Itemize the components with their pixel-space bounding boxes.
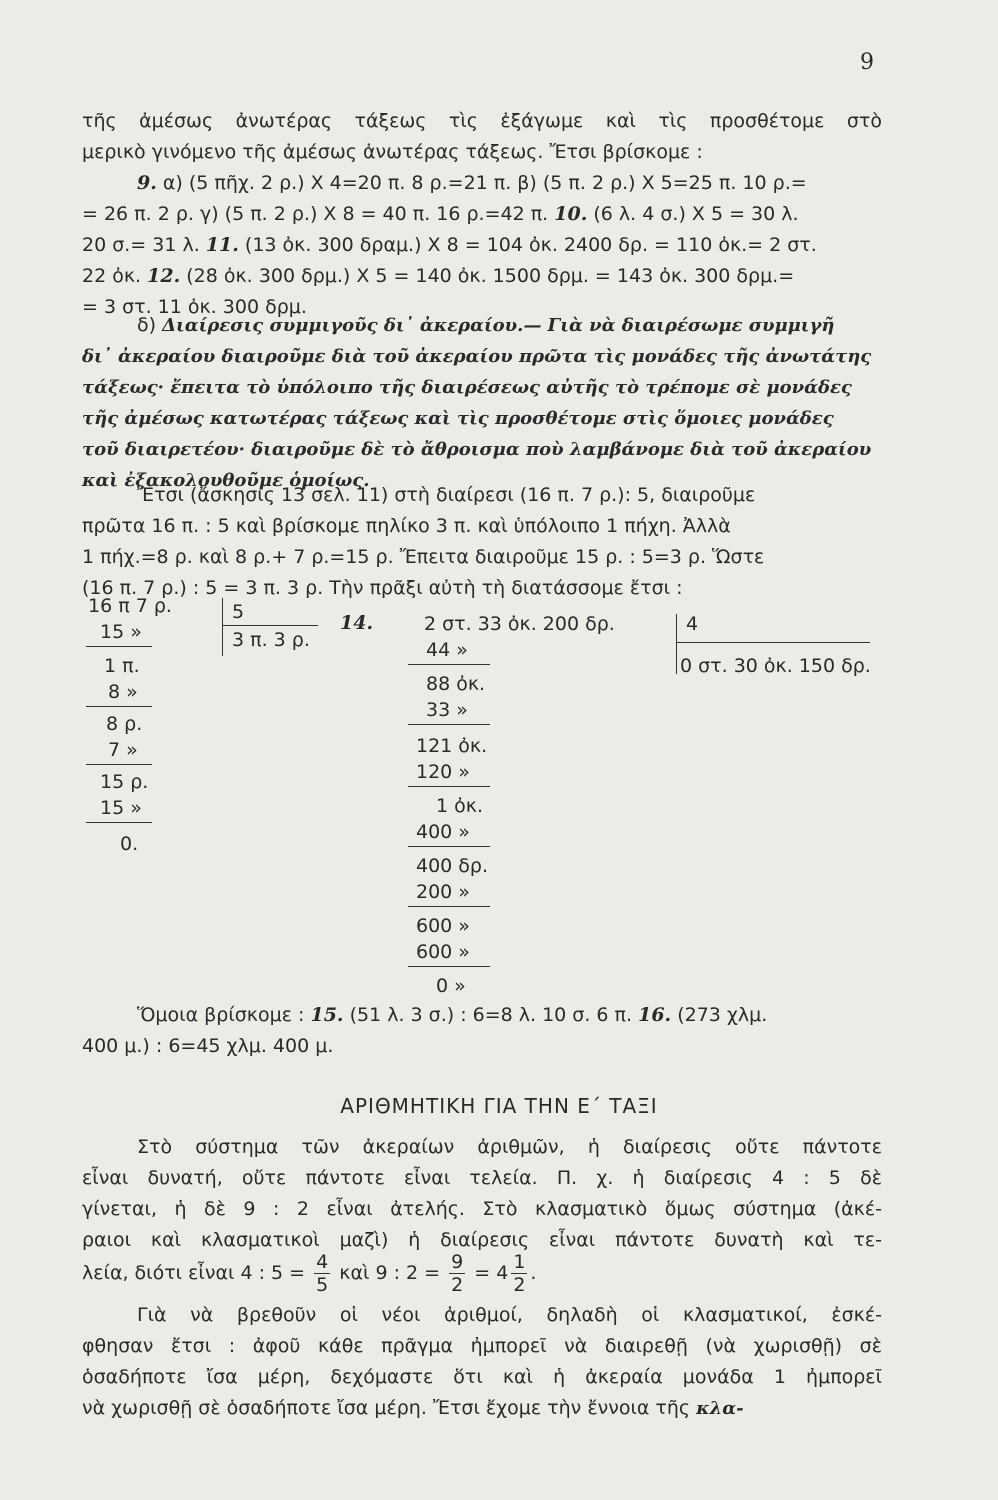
- examples-block: [82, 168, 882, 323]
- division-row: 400 δρ.: [416, 855, 489, 877]
- division-row: 15 ρ.: [100, 771, 149, 793]
- equation-line: [82, 1250, 882, 1296]
- denominator: 5: [316, 1274, 329, 1296]
- example-text: = 26 π. 2 ρ. γ) (5 π. 2 ρ.) X 8 = 40 π. 16 ρ.=42 π.: [82, 203, 549, 225]
- quotient: 3 π. 3 ρ.: [232, 629, 310, 651]
- division-row: 44 »: [426, 639, 468, 661]
- text-line: ὁσαδήποτε ἴσα μέρη, δεχόμαστε ὅτι καὶ ἡ ἀκεραία μονάδα 1 ἠμπορεῖ: [82, 1366, 882, 1388]
- paragraph-fractions: [82, 1132, 882, 1256]
- division-row: 1 ὀκ.: [436, 795, 483, 817]
- rule-label: δ): [137, 314, 157, 336]
- example-line: [82, 168, 882, 199]
- text-line: [82, 1393, 882, 1424]
- text-line: (16 π. 7 ρ.) : 5 = 3 π. 3 ρ. Τὴν πρᾶξι αὐτὴ τὴ διατάσσομε ἔτσι :: [82, 577, 683, 599]
- division-row: 600 »: [416, 941, 470, 963]
- divisor: 4: [686, 613, 699, 635]
- numerator: 4: [316, 1251, 329, 1273]
- fraction-4-5: [314, 1251, 330, 1296]
- text-line: Στὸ σύστημα τῶν ἀκεραίων ἀριθμῶν, ἡ διαίρεσις οὔτε πάντοτε: [137, 1136, 882, 1158]
- text-span: κλα-: [696, 1398, 744, 1419]
- text-line: 1 πήχ.=8 ρ. καὶ 8 ρ.+ 7 ρ.=15 ρ. Ἔπειτα διαιροῦμε 15 ρ. : 5=3 ρ. Ὥστε: [82, 546, 765, 568]
- underline: [86, 764, 152, 765]
- exercise-number: 16.: [638, 1004, 672, 1026]
- exercise-number: 10.: [554, 203, 588, 225]
- rule-text: Γιὰ νὰ διαιρέσωμε συμμιγῆ: [547, 315, 835, 336]
- text-line: 400 μ.) : 6=45 χλμ. 400 μ.: [82, 1035, 334, 1057]
- denominator: 2: [513, 1274, 526, 1296]
- underline: [86, 706, 152, 707]
- rule-title: Διαίρεσις συμμιγοῦς δι᾿ ἀκεραίου.—: [162, 315, 542, 336]
- underline: [408, 724, 490, 725]
- division-row: 121 ὀκ.: [416, 735, 488, 757]
- division-row: 600 »: [416, 915, 470, 937]
- fraction-equation: [82, 1250, 882, 1296]
- text-line: [82, 1000, 882, 1031]
- division-row: 8 »: [108, 681, 138, 703]
- division-row: 33 »: [426, 699, 468, 721]
- division-row: 200 »: [416, 881, 470, 903]
- example-text: α) (5 πῆχ. 2 ρ.) X 4=20 π. 8 ρ.=21 π. β) (5 π. 2 ρ.) X 5=25 π. 10 ρ.=: [162, 172, 807, 194]
- example-line: [82, 199, 882, 230]
- numerator: 9: [451, 1251, 464, 1273]
- text-line: ραιοι καὶ κλασματικοὶ μαζὶ) ἡ διαίρεσις εἶναι πάντοτε δυνατὴ καὶ τε-: [82, 1229, 882, 1251]
- division-row: 15 »: [100, 797, 142, 819]
- division-bar: [222, 598, 223, 656]
- similar-text: Ὅμοια βρίσκομε :: [137, 1004, 305, 1026]
- underline: [408, 966, 490, 967]
- underline: [408, 664, 490, 665]
- text-line: μερικὸ γινόμενο τῆς ἀμέσως ἀνωτέρας τάξεως. Ἔτσι βρίσκομε :: [82, 141, 703, 163]
- division-row: 0 »: [436, 975, 466, 997]
- equation-text: λεία, διότι εἶναι 4 : 5 =: [82, 1262, 306, 1284]
- text-line: πρῶτα 16 π. : 5 καὶ βρίσκομε πηλίκο 3 π. καὶ ὑπόλοιπο 1 πήχη. Ἀλλὰ: [82, 515, 731, 537]
- paragraph-example: [82, 480, 882, 604]
- example-text: (13 ὀκ. 300 δραμ.) X 8 = 104 ὀκ. 2400 δρ. = 110 ὀκ.= 2 στ.: [244, 234, 817, 256]
- rule-line: τοῦ διαιρετέου· διαιροῦμε δὲ τὸ ἄθροισμα ποὺ λαμβάνομε διὰ τοῦ ἀκεραίου: [82, 439, 872, 460]
- division-bar: [676, 614, 677, 674]
- text-line: Γιὰ νὰ βρεθοῦν οἱ νέοι ἀριθμοί, δηλαδὴ οἱ κλασματικοί, ἐσκέ-: [137, 1304, 882, 1326]
- equation-text: καὶ 9 : 2 =: [339, 1262, 441, 1284]
- fraction-9-2: [449, 1251, 465, 1296]
- underline: [408, 906, 490, 907]
- division-row: 15 »: [100, 621, 142, 643]
- division-row: 120 »: [416, 761, 470, 783]
- divisor: 5: [232, 601, 245, 623]
- numerator: 1: [513, 1251, 526, 1273]
- underline: [408, 846, 490, 847]
- paragraph-intro: [82, 106, 882, 168]
- underline: [408, 786, 490, 787]
- example-line: [82, 230, 882, 261]
- division-row: 88 ὀκ.: [426, 673, 486, 695]
- underline: [86, 822, 152, 823]
- page-number: 9: [860, 50, 874, 75]
- exercise-number: 9.: [137, 172, 157, 194]
- text-line: Ἔτσι (ἄσκησις 13 σελ. 11) στὴ διαίρεσι (16 π. 7 ρ.): 5, διαιροῦμε: [137, 484, 756, 506]
- exercise-number: 11.: [205, 234, 239, 256]
- text-line: τῆς ἀμέσως ἀνωτέρας τάξεως τὶς ἐξάγωμε καὶ τὶς προσθέτομε στὸ: [82, 110, 882, 132]
- exercise-number: 15.: [310, 1004, 344, 1026]
- example-text: (6 λ. 4 σ.) X 5 = 30 λ.: [593, 203, 799, 225]
- quotient: 0 στ. 30 ὀκ. 150 δρ.: [680, 655, 871, 677]
- equation-text: = 4: [474, 1262, 509, 1284]
- underline: [222, 625, 318, 626]
- text-span: νὰ χωρισθῇ σὲ ὁσαδήποτε ἴσα μέρη. Ἔτσι ἔχομε τὴν ἔννοια τῆς: [82, 1397, 691, 1419]
- rule-line: τάξεως· ἔπειτα τὸ ὑπόλοιπο τῆς διαιρέσεως αὐτῆς τὸ τρέπομε σὲ μονάδες: [82, 377, 852, 398]
- rule-line: δι᾿ ἀκεραίου διαιροῦμε διὰ τοῦ ἀκεραίου πρῶτα τὶς μονάδες τῆς ἀνωτάτης: [82, 346, 872, 367]
- text-line: γίνεται, ἡ δὲ 9 : 2 εἶναι ἀτελής. Στὸ κλασματικὸ ὅμως σύστημα (ἀκέ-: [82, 1198, 882, 1220]
- equation-text: .: [530, 1262, 537, 1284]
- section-heading: ΑΡΙΘΜΗΤΙΚΗ ΓΙΑ ΤΗΝ Ε΄ ΤΑΞΙ: [340, 1094, 658, 1118]
- similar-text: (273 χλμ.: [677, 1004, 768, 1026]
- division-row: 400 »: [416, 821, 470, 843]
- example-text: 20 σ.= 31 λ.: [82, 234, 200, 256]
- similar-results: [82, 1000, 882, 1062]
- underline: [676, 642, 870, 643]
- division-row: 0.: [120, 833, 139, 855]
- exercise-number: 12.: [147, 265, 181, 287]
- division-row: 7 »: [108, 739, 138, 761]
- rule-line: [82, 310, 882, 341]
- rule-line: τῆς ἀμέσως κατωτέρας τάξεως καὶ τὶς προσθέτομε στὶς ὅμοιες μονάδες: [82, 408, 834, 429]
- division-row: 8 ρ.: [106, 713, 143, 735]
- text-line: εἶναι δυνατή, οὔτε πάντοτε εἶναι τελεία. Π. χ. ἡ διαίρεσις 4 : 5 δὲ: [82, 1167, 882, 1189]
- division-row: 2 στ. 33 ὀκ. 200 δρ.: [424, 613, 615, 635]
- fraction-1-2: [511, 1251, 527, 1296]
- text-line: φθησαν ἔτσι : ἀφοῦ κάθε πρᾶγμα ἠμπορεῖ νὰ διαιρεθῇ (νὰ χωρισθῇ) σὲ: [82, 1335, 882, 1357]
- underline: [86, 646, 152, 647]
- example-line: = 3 στ. 11 ὀκ. 300 δρμ.: [82, 296, 307, 318]
- exercise-number: 14.: [340, 612, 374, 634]
- example-text: 22 ὀκ.: [82, 265, 142, 287]
- example-line: [82, 261, 882, 292]
- division-row: 16 π 7 ρ.: [88, 595, 172, 617]
- division-rule: [82, 310, 882, 496]
- example-text: (28 ὀκ. 300 δρμ.) X 5 = 140 ὀκ. 1500 δρμ. = 143 ὀκ. 300 δρμ.=: [186, 265, 795, 287]
- division-row: 1 π.: [104, 655, 140, 677]
- similar-text: (51 λ. 3 σ.) : 6=8 λ. 10 σ. 6 π.: [349, 1004, 633, 1026]
- paragraph-new-numbers: [82, 1300, 882, 1424]
- rule-line: καὶ ἐξακολουθοῦμε ὁμοίως.: [82, 470, 370, 491]
- denominator: 2: [451, 1274, 464, 1296]
